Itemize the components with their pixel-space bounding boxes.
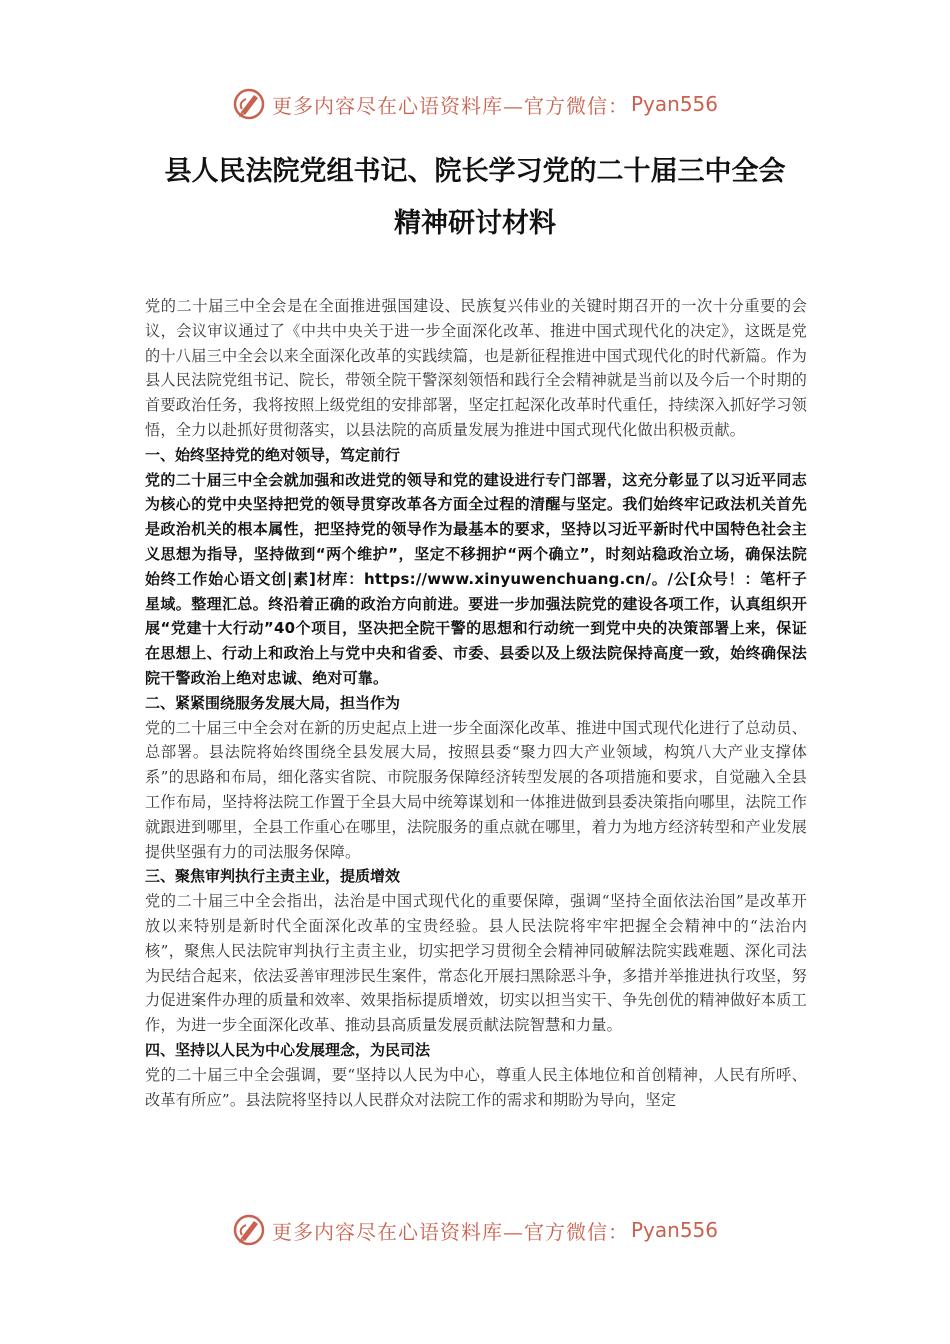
pen-logo-icon: [232, 1213, 266, 1247]
section-2-paragraph: 党的二十届三中全会对在新的历史起点上进一步全面深化改革、推进中国式现代化进行了总动员、总部署。县法院将始终围绕全县发展大局，按照县委“聚力四大产业领域，构筑八大产业支撑体系”的思路和布局，细化落实省院、市院服务保障经济转型发展的各项措施和要求，自觉融入全县工作布局，坚持将法院工作置于全县大局中统筹谋划和一体推进做到县委决策指向哪里，法院工作就跟进到哪里，全县工作重心在哪里，法院服务的重点就在哪里，着力为地方经济转型和产业发展提供坚强有力的司法服务保障。: [145, 718, 807, 861]
section-1-paragraph: 党的二十届三中全会就加强和改进党的领导和党的建设进行专门部署，这充分彰显了以习近平同志为核心的党中央坚持把党的领导贯穿改革各方面全过程的清醒与坚定。我们始终牢记政法机关首先是政治机关的根本属性，把坚持党的领导作为最基本的要求，坚持以习近平新时代中国特色社会主义思想为指导，坚持做到“两个维护”，坚定不移拥护“两个确立”，时刻站稳政治立场，确保法院始终工作始心语文创|素]材库：https://www.xinyuwenchuang.cn/。/公[众号！：笔杆子星域。整理汇总。终沿着正确的政治方向前进。要进一步加强法院党的建设各项工作，认真组织开展“党建十大行动”40个项目，坚决把全院干警的思想和行动统一到党中央的决策部署上来，保证在思想上、行动上和政治上与党中央和省委、市委、县委以及上级法院保持高度一致，始终确保法院干警政治上绝对忠诚、绝对可靠。: [145, 470, 807, 687]
banner-text: 更多内容尽在心语资料库—官方微信：: [271, 93, 629, 118]
banner-wechat-id: Pyan556: [630, 92, 718, 116]
footer-banner: [0, 1210, 950, 1250]
section-4-paragraph: 党的二十届三中全会强调，要“坚持以人民为中心，尊重人民主体地位和首创精神，人民有所呼、改革有所应”。县法院将坚持以人民群众对法院工作的需求和期盼为导向，坚定: [145, 1065, 807, 1109]
section-3-heading: 三、聚焦审判执行主责主业，提质增效: [145, 867, 401, 886]
header-banner: [0, 84, 950, 124]
section-3-paragraph: 党的二十届三中全会指出，法治是中国式现代化的重要保障，强调“坚持全面依法治国”是改革开放以来特别是新时代全面深化改革的宝贵经验。县人民法院将牢牢把握全会精神中的“法治内核”，聚焦人民法院审判执行主责主业，切实把学习贯彻全会精神同破解法院实践难题、深化司法为民结合起来，依法妥善审理涉民生案件，常态化开展扫黑除恶斗争，多措并举推进执行攻坚，努力促进案件办理的质量和效率、效果指标提质增效，切实以担当实干、争先创优的精神做好本质工作，为进一步全面深化改革、推动县高质量发展贡献法院智慧和力量。: [145, 892, 807, 1035]
banner-text: 更多内容尽在心语资料库—官方微信：: [271, 1219, 629, 1244]
section-4-heading: 四、坚持以人民为中心发展理念，为民司法: [145, 1040, 431, 1059]
document-title: [120, 146, 830, 250]
pen-logo-icon: [232, 87, 266, 121]
banner-wechat-id: Pyan556: [630, 1218, 718, 1242]
intro-paragraph: 党的二十届三中全会是在全面推进强国建设、民族复兴伟业的关键时期召开的一次十分重要的会议，会议审议通过了《中共中央关于进一步全面深化改革、推进中国式现代化的决定》，这既是党的十八届三中全会以来全面深化改革的实践续篇，也是新征程推进中国式现代化的时代新篇。作为县人民法院党组书记、院长，带领全院干警深刻领悟和践行全会精神就是当前以及今后一个时期的首要政治任务，我将按照上级党组的安排部署，坚定扛起深化改革时代重任，持续深入抓好学习领悟，全力以赴抓好贯彻落实，以县法院的高质量发展为推进中国式现代化做出积极贡献。: [145, 297, 807, 439]
title-line-2: 精神研讨材料: [394, 208, 556, 239]
section-1-heading: 一、始终坚持党的绝对领导，笃定前行: [145, 445, 401, 464]
title-line-1: 县人民法院党组书记、院长学习党的二十届三中全会: [164, 156, 786, 187]
document-body: [145, 294, 807, 1112]
section-2-heading: 二、紧紧围绕服务发展大局，担当作为: [145, 693, 401, 712]
